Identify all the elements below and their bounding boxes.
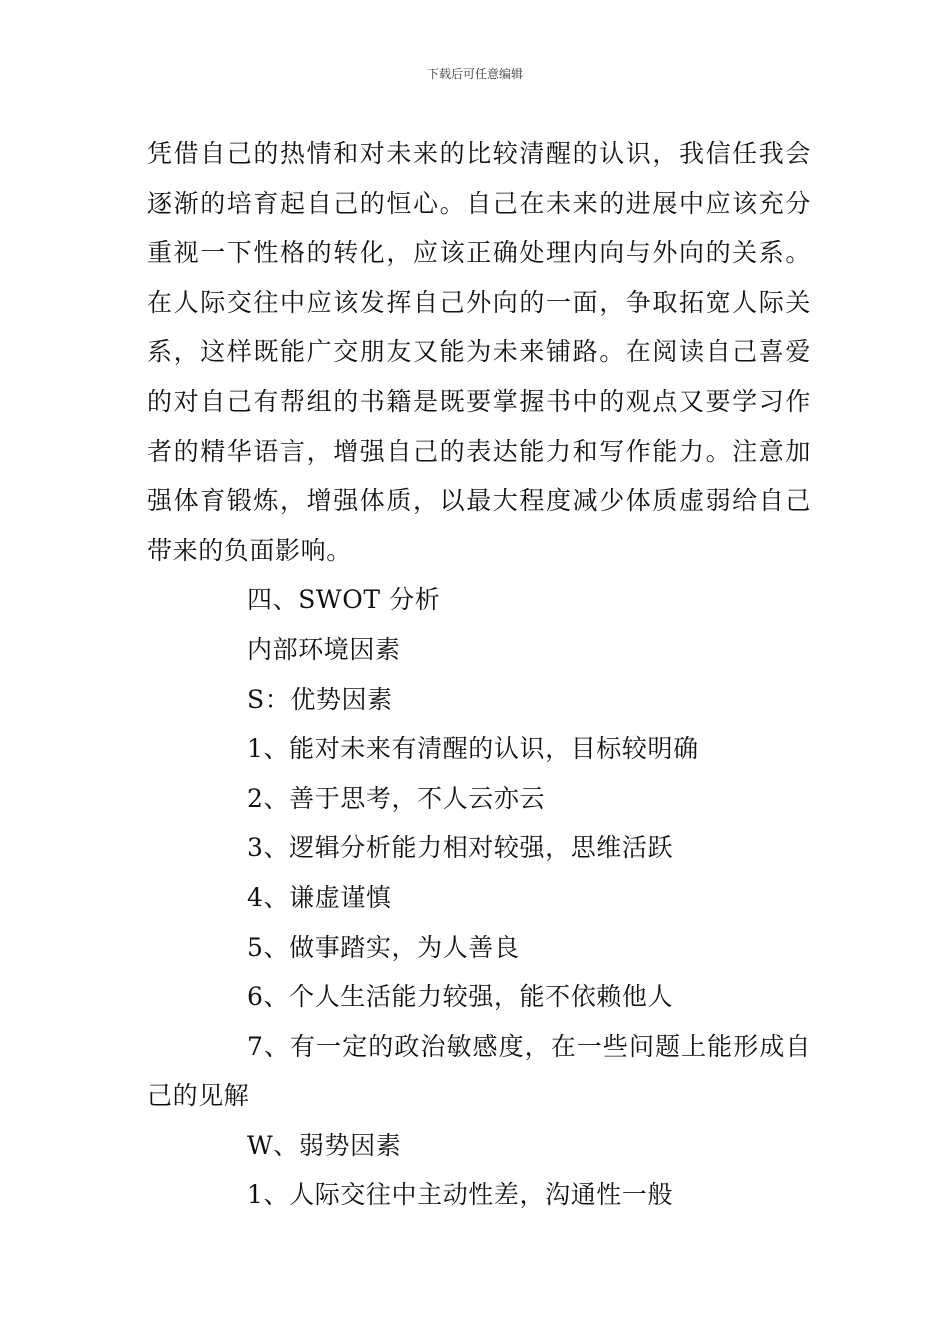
intro-line: 者的精华语言，增强自己的表达能力和写作能力。注意加 xyxy=(147,436,811,466)
strength-item: 4、谦虚谨慎 xyxy=(247,882,392,912)
section-heading: 四、SWOT 分析 xyxy=(247,585,441,615)
strengths-title: S：优势因素 xyxy=(247,684,393,714)
strength-item-7-line: 己的见解 xyxy=(147,1081,250,1111)
intro-paragraph xyxy=(147,129,811,575)
intro-line: 的对自己有帮组的书籍是既要掌握书中的观点又要学习作 xyxy=(147,386,811,416)
page-header: 下载后可任意编辑 xyxy=(426,67,523,81)
section-subheading: 内部环境因素 xyxy=(247,634,401,664)
intro-line: 系，这样既能广交朋友又能为未来铺路。在阅读自己喜爱 xyxy=(147,337,811,367)
strength-item-7 xyxy=(147,1022,811,1121)
strength-item-7-line: 7、有一定的政治敏感度，在一些问题上能形成自 xyxy=(247,1031,811,1061)
strength-item: 5、做事踏实，为人善良 xyxy=(247,932,520,962)
strength-item: 3、逻辑分析能力相对较强，思维活跃 xyxy=(247,833,674,863)
strength-item: 1、能对未来有清醒的认识，目标较明确 xyxy=(247,734,699,764)
intro-line: 逐渐的培育起自己的恒心。自己在未来的进展中应该充分 xyxy=(147,188,811,218)
intro-line: 强体育锻炼，增强体质，以最大程度减少体质虚弱给自己 xyxy=(147,486,811,516)
intro-line: 凭借自己的热情和对未来的比较清醒的认识，我信任我会 xyxy=(147,139,811,168)
weakness-item: 1、人际交往中主动性差，沟通性一般 xyxy=(247,1180,674,1210)
strength-item: 6、个人生活能力较强，能不依赖他人 xyxy=(247,982,674,1012)
intro-line: 带来的负面影响。 xyxy=(147,535,352,565)
document-body xyxy=(147,129,811,1220)
weaknesses-title: W、弱势因素 xyxy=(247,1130,402,1160)
intro-line: 在人际交往中应该发挥自己外向的一面，争取拓宽人际关 xyxy=(147,287,811,317)
intro-line: 重视一下性格的转化，应该正确处理内向与外向的关系。 xyxy=(147,238,811,268)
strength-item: 2、善于思考，不人云亦云 xyxy=(247,783,546,813)
